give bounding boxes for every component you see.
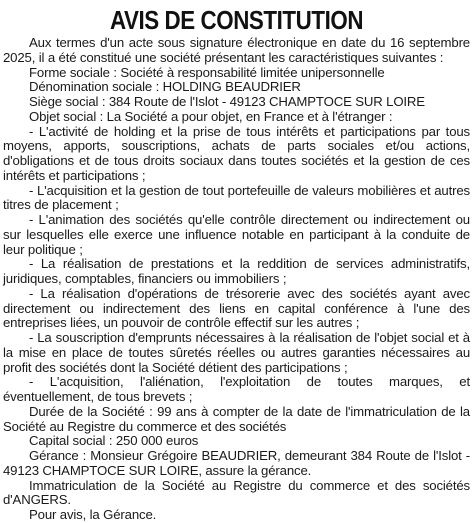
management-line: Gérance : Monsieur Grégoire BEAUDRIER, demeurant 384 Route de l'Islot - 49123 CHAMPTOCE SUR LOIRE, assure la gérance.: [3, 448, 470, 478]
company-name-line: Dénomination sociale : HOLDING BEAUDRIER: [29, 79, 301, 95]
registration-line: Immatriculation de la Société au Registre du commerce et des sociétés d'ANGERS.: [3, 477, 470, 508]
signature-line: Pour avis, la Gérance.: [29, 507, 157, 522]
purpose-item-animation: - L'animation des sociétés qu'elle contrôle directement ou indirectement ou sur lesquelles elle exerce une influence notable en participant à la conduite de leur politique ;: [3, 212, 470, 257]
corporate-purpose-heading: Objet social : La Société a pour objet, en France et à l'étranger :: [29, 108, 393, 124]
purpose-item-trademarks: - L'acquisition, l'aliénation, l'exploitation de toutes marques, et éventuellement, de tous brevets ;: [3, 374, 470, 404]
notice-title: AVIS DE CONSTITUTION: [109, 5, 364, 35]
purpose-item-loans: - La souscription d'emprunts nécessaires à la réalisation de l'objet social et à la mise en place de toutes sûretés réelles ou autres garanties nécessaires au profit des sociétés dont la Société détient des participations ;: [3, 330, 470, 375]
duration-line: Durée de la Société : 99 ans à compter de la date de l'immatriculation de la Société au Registre du commerce et des sociétés: [3, 403, 470, 434]
notice-body: [3, 36, 470, 523]
purpose-item-portfolio: - L'acquisition et la gestion de tout portefeuille de valeurs mobilières et autres titres de placement ;: [3, 182, 470, 213]
intro-paragraph: Aux termes d'un acte sous signature électronique en date du 16 septembre 2025, il a été constitué une société présentant les caractéristiques suivantes :: [3, 35, 470, 65]
registered-office-line: Siège social : 384 Route de l'Islot - 49123 CHAMPTOCE SUR LOIRE: [29, 94, 425, 109]
purpose-item-holding: - L'activité de holding et la prise de tous intérêts et participations par tous moyens, apports, souscriptions, achats de parts sociales et/ou actions, d'obligations et de tous droits sociaux dans toutes sociétés et la gestion de ces intérêts et participations ;: [3, 123, 470, 183]
share-capital-line: Capital social : 250 000 euros: [29, 433, 199, 449]
purpose-item-services: - La réalisation de prestations et la reddition de services administratifs, juridiques, comptables, financiers ou immobiliers ;: [3, 256, 470, 286]
legal-form-line: Forme sociale : Société à responsabilité limitée unipersonnelle: [29, 64, 385, 80]
purpose-item-treasury: - La réalisation d'opérations de trésorerie avec des sociétés ayant avec directement ou indirectement des liens en capital conférence à l'une des entreprises liées, un pouvoir de contrôle effectif sur les autres ;: [3, 285, 470, 331]
